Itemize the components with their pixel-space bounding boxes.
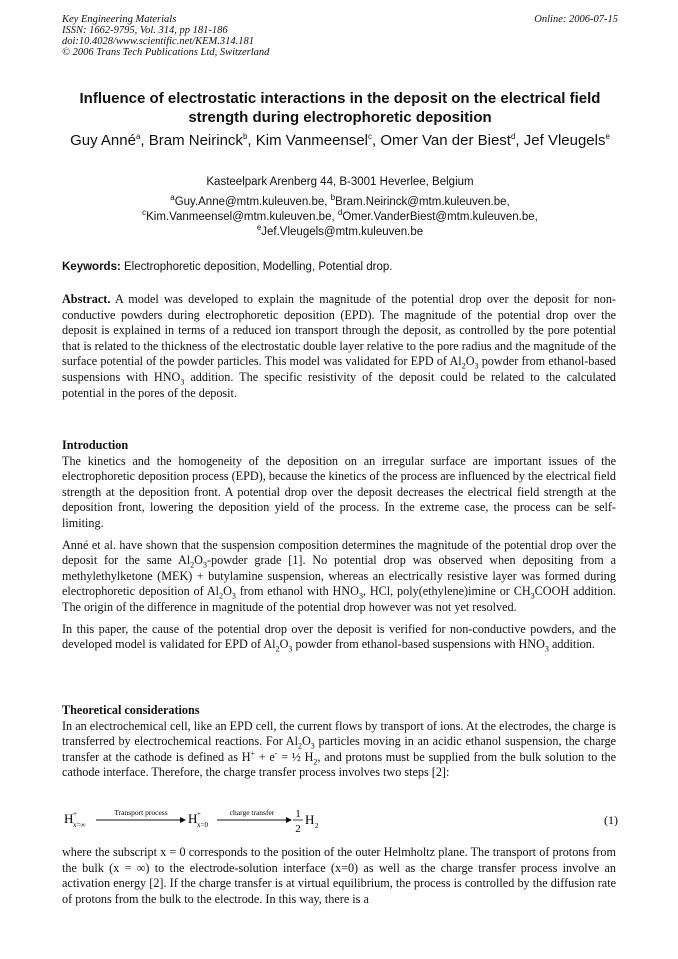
email-1: Guy.Anne@mtm.kuleuven.be, [174,196,328,208]
email-2: Bram.Neirinck@mtm.kuleuven.be, [335,196,510,208]
equation-number: (1) [604,813,618,827]
email-3: Kim.Vanmeensel@mtm.kuleuven.be, [146,211,335,223]
author-5: Jef Vleugels [523,132,606,149]
svg-text:1: 1 [295,808,301,820]
doi-line: doi:10.4028/www.scientific.net/KEM.314.181 [62,36,254,47]
abstract-label: Abstract. [62,292,111,306]
svg-text:H: H [188,811,198,826]
email-list: $^a$Guy.Anne@mtm.kuleuven.be, $^b$Bram.Neirinck@mtm.kuleuven.be, $^c$Kim.Vanmeensel@mtm.kuleuven.be, $^d$Omer.VanderBiest@mtm.kuleuven.be, $^e$Jef.Vleugels@mtm.kuleuven.be [142,193,538,238]
svg-text:Transport process: Transport process [114,808,168,817]
svg-text:H: H [305,812,315,827]
email-5: Jef.Vleugels@mtm.kuleuven.be [261,226,424,238]
introduction-heading: Introduction [62,438,129,452]
theory-section [62,703,616,787]
theory-paragraph-2: where the subscript x = 0 corresponds to the position of the outer Helmholtz plane. The transport of protons from the bulk (x = ∞) to the electrode-solution interface (x=0) as well as the charge transfer process involve an activation energy [2]. If the charge transfer is at virtual equilibrium, the process is controlled by the diffusion rate of protons from the bulk to the electrode. In this way, there is a [62,845,616,906]
keywords-text: Electrophoretic deposition, Modelling, Potential drop. [124,261,393,273]
svg-text:charge transfer: charge transfer [229,808,275,817]
theory-paragraph-1: In an electrochemical cell, like an EPD cell, the current flows by transport of ions. At the electrodes, the charge is transferred by electrochemical reactions. For $Al_2O_3$ particles moving in an acidic ethanol suspension, the charge transfer at the cathode is defined as H+ + e- = ½ $H_2$, and protons must be supplied from the bulk solution to the cathode interface. Therefore, the charge transfer process involves two steps [2]: [62,718,617,780]
author-1: Guy Anné [70,132,136,149]
copyright-line: © 2006 Trans Tech Publications Ltd, Switzerland [62,47,270,58]
author-4: Omer Van der Biest [380,132,511,149]
issn-line: ISSN: 1662-9795, Vol. 314, pp 181-186 [62,25,228,36]
svg-text:2: 2 [315,822,319,830]
theory-heading: Theoretical considerations [62,703,200,717]
affiliation-address: Kasteelpark Arenberg 44, B-3001 Heverlee, Belgium [206,176,474,188]
author-2: Bram Neirinck [148,132,243,149]
svg-text:x=∞: x=∞ [73,821,86,829]
intro-paragraph-3: In this paper, the cause of the potential drop over the deposit is verified for non-conductive powders, and the developed model is validated for EPD of $Al_2O_3$ powder from ethanol-based suspensions with $HNO_3$ addition. [62,621,616,654]
author-3: Kim Vanmeensel [255,132,369,149]
online-date: Online: 2006-07-15 [534,14,618,25]
equation-graphic [62,805,618,839]
email-4: Omer.VanderBiest@mtm.kuleuven.be, [342,211,538,223]
svg-text:+: + [73,810,77,818]
svg-text:x=0: x=0 [197,821,208,829]
svg-text:H: H [64,811,74,826]
intro-paragraph-2: Anné et al. have shown that the suspension composition determines the magnitude of the potential drop over the deposit for the same $Al_2O_3$-powder grade [1]. No potential drop was observed when depositing from a methylethylketone (MEK) + butylamine suspension, whereas an electrically resistive layer was formed during electrophoretic deposition of $Al_2O_3$ from ethanol with $HNO_3$, HCl, poly(ethylene)imine or $CH_3COOH$ addition. The origin of the difference in magnitude of the potential drop however was not yet resolved. [62,537,617,614]
intro-paragraph-1: The kinetics and the homogeneity of the deposition on an irregular surface are important issues of the electrophoretic deposition process (EPD), because the kinetics of the process are influenced by the electrical field strength at the deposition front. A potential drop over the deposit decreases the electrical field strength at the deposition front, lowering the deposition yield of the process. In the extreme case, the process can be self-limiting. [62,453,616,530]
abstract: Abstract. A model was developed to explain the magnitude of the potential drop over the deposit for non-conductive powders during electrophoretic deposition (EPD). The magnitude of the potential drop over the deposit is explained in terms of a reduced ion transport through the deposit, as controlled by the pore potential that is related to the thickness of the electrostatic double layer relative to the pore radius and the magnitude of the surface potential of the powder particles. This model was validated for EPD of $Al_2O_3$ powder from ethanol-based suspensions with $HNO_3$ addition. The specific resistivity of the deposit could be related to the calculated potential in the pores of the deposit. [62,292,617,400]
svg-text:+: + [197,810,201,818]
keywords [62,261,618,273]
paper-title: Influence of electrostatic interactions in the deposit on the electrical field strength during electrophoretic deposition [79,90,601,126]
equation-1 [62,805,618,839]
author-list: Guy Anné$^a$, Bram Neirinck$^b$, Kim Vanmeensel$^c$, Omer Van der Biest$^d$, Jef Vleugels$^e$ [70,132,610,149]
introduction-section [62,438,616,659]
keywords-label: Keywords: [62,261,121,273]
journal-name: Key Engineering Materials [62,14,177,25]
svg-text:2: 2 [295,823,301,835]
journal-header [62,14,618,58]
